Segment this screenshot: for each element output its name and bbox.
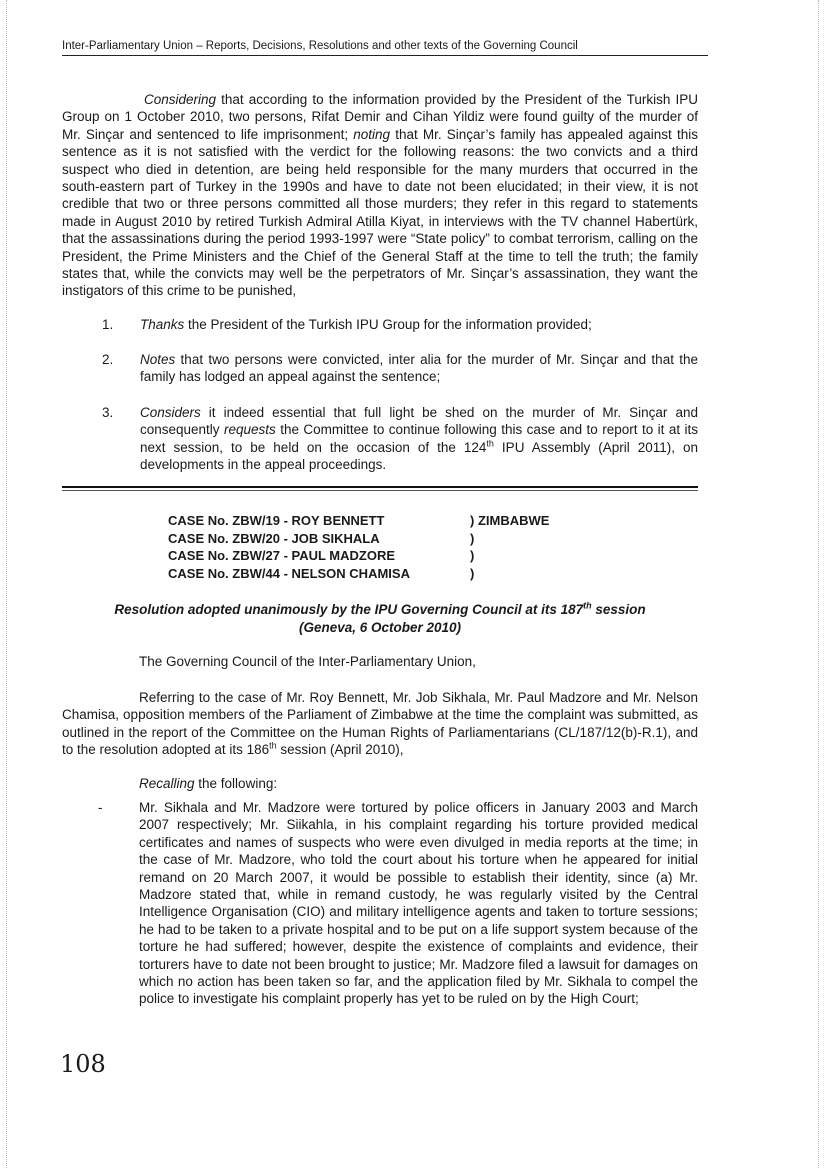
item-verb: Thanks (140, 317, 185, 332)
item-body: that two persons were convicted, inter alia for the murder of Mr. Sinçar and that the family has lodged an appeal against the sentence; (140, 352, 698, 385)
ordinal-suffix: th (583, 600, 592, 611)
resolution-title-text: Resolution adopted unanimously by the IPU Governing Council at its 187 (114, 602, 584, 617)
bullet-dash: - (98, 800, 103, 815)
bullet-text: Mr. Sikhala and Mr. Madzore were tortured by police officers in January 2003 and March 2007 respectively; Mr. Siikahla, in his complaint regarding his torture provided medical certificates and names of suspects who were even divulged in media reports at the time; in the case of Mr. Madzore, who told the court about his torture when he appeared for initial remand on 20 March 2007, it would be possible to establish their identity, since (a) Mr. Madzore stated that, while in remand custody, he was regularly visited by the Central Intelligence Organisation (CIO) and military intelligence agents and taken to torture sessions; he had to be taken to a private hospital and to be put on a life support system because of the torture he had suffered; however, despite the existence of complaints and evidence, their torturers have to date not been brought to justice; Mr. Madzore filed a lawsuit for damages on which no action has been taken so far, and the application filed by Mr. Sikhala to compel the police to investigate his complaint properly has yet to be ruled on by the High Court; (139, 800, 698, 1007)
case-row (168, 565, 549, 583)
case-label: CASE No. ZBW/19 - ROY BENNETT (168, 513, 385, 528)
operative-item-1 (62, 316, 698, 333)
case-row (168, 530, 549, 548)
recalling-lead: Recalling (139, 776, 195, 791)
considering-text: that according to the information provided by the President of the Turkish IPU Group on 1 October 2010, two persons, Rifat Demir and Cihan Yildiz were found guilty of the murder of Mr. Sinçar and sentenced to life imprisonment; (62, 92, 698, 142)
considering-text-2: that Mr. Sinçar’s family has appealed against this sentence as it is not satisfied with the verdict for the following reasons: the two convicts and a third suspect who died in detention, are being held responsible for the many murders that occurred in the south-eastern part of Turkey in the 1990s and have to date not been elucidated; in their view, it is not credible that two or three persons committed all those murders; they refer in this regard to statements made in August 2010 by retired Turkish Admiral Atilla Kiyat, in interviews with the TV channel Habertürk, that the assassinations during the period 1993-1997 were “State policy” to combat terrorism, calling on the President, the Prime Ministers and the Chief of the General Staff at the time to tell the truth; the family states that, while the convicts may well be the perpetrators of Mr. Sinçar’s assassination, they want the instigators of this crime to be punished, (62, 126, 698, 299)
governing-council-line: The Governing Council of the Inter-Parliamentary Union, (139, 654, 476, 669)
case-country: ) (470, 565, 475, 581)
case-label: CASE No. ZBW/20 - JOB SIKHALA (168, 530, 380, 546)
section-divider (62, 486, 698, 491)
case-country: ) (470, 548, 475, 563)
scan-right-edge (818, 0, 820, 1168)
item-text (140, 316, 698, 333)
item-text (140, 404, 698, 474)
item-number: 2. (102, 352, 114, 367)
item-verb: Notes (140, 352, 176, 367)
item-body-3: IPU Assembly (April 2011), on developments in the appeal proceedings. (140, 439, 698, 473)
resolution-title-line-1 (62, 601, 698, 619)
item-number: 3. (102, 405, 114, 420)
case-country: ) (470, 530, 475, 546)
considering-paragraph (62, 91, 698, 300)
recalling-line (139, 775, 699, 792)
operative-item-2 (62, 351, 698, 386)
item-body-2: the Committee to continue following this case and to report to it at its next session, to be held on the occasion of the 124 (140, 422, 699, 455)
ordinal-suffix: th (486, 438, 494, 449)
item-number: 1. (102, 317, 114, 332)
case-label: CASE No. ZBW/27 - PAUL MADZORE (168, 548, 396, 563)
item-verb: Considers (140, 405, 201, 420)
case-country: ) ZIMBABWE (470, 513, 550, 528)
scan-left-edge (6, 0, 8, 1168)
resolution-title (62, 601, 698, 636)
noting-lead: noting (353, 126, 391, 142)
item-text (140, 351, 698, 386)
page-number: 108 (60, 1050, 106, 1078)
recalling-bullet (62, 799, 698, 1008)
referring-text-2: session (April 2010), (276, 742, 404, 758)
operative-item-3 (62, 404, 698, 474)
case-label: CASE No. ZBW/44 - NELSON CHAMISA (168, 565, 410, 581)
case-row (168, 547, 549, 565)
running-header: Inter-Parliamentary Union – Reports, Decisions, Resolutions and other texts of the Governing Council (62, 40, 708, 56)
recalling-text: the following: (194, 776, 278, 791)
resolution-title-text-2: session (591, 602, 646, 617)
case-row (168, 512, 549, 530)
resolution-title-line-2: (Geneva, 6 October 2010) (298, 619, 462, 635)
case-list (168, 512, 549, 582)
referring-text: Referring to the case of Mr. Roy Bennett, Mr. Job Sikhala, Mr. Paul Madzore and Mr. Nelson Chamisa, opposition members of the Parliament of Zimbabwe at the time the complaint was submitted, as outlined in the report of the Committee on the Human Rights of Parliamentarians (CL/187/12(b)-R.1), and to the resolution adopted at its 186 (62, 690, 698, 758)
ordinal-suffix: th (269, 740, 277, 751)
item-verb-2: requests (224, 422, 276, 438)
referring-paragraph (62, 689, 698, 759)
item-body: the President of the Turkish IPU Group for the information provided; (184, 317, 592, 332)
considering-lead: Considering (144, 92, 217, 107)
item-body: it indeed essential that full light be shed on the murder of Mr. Sinçar and consequently (140, 405, 698, 438)
